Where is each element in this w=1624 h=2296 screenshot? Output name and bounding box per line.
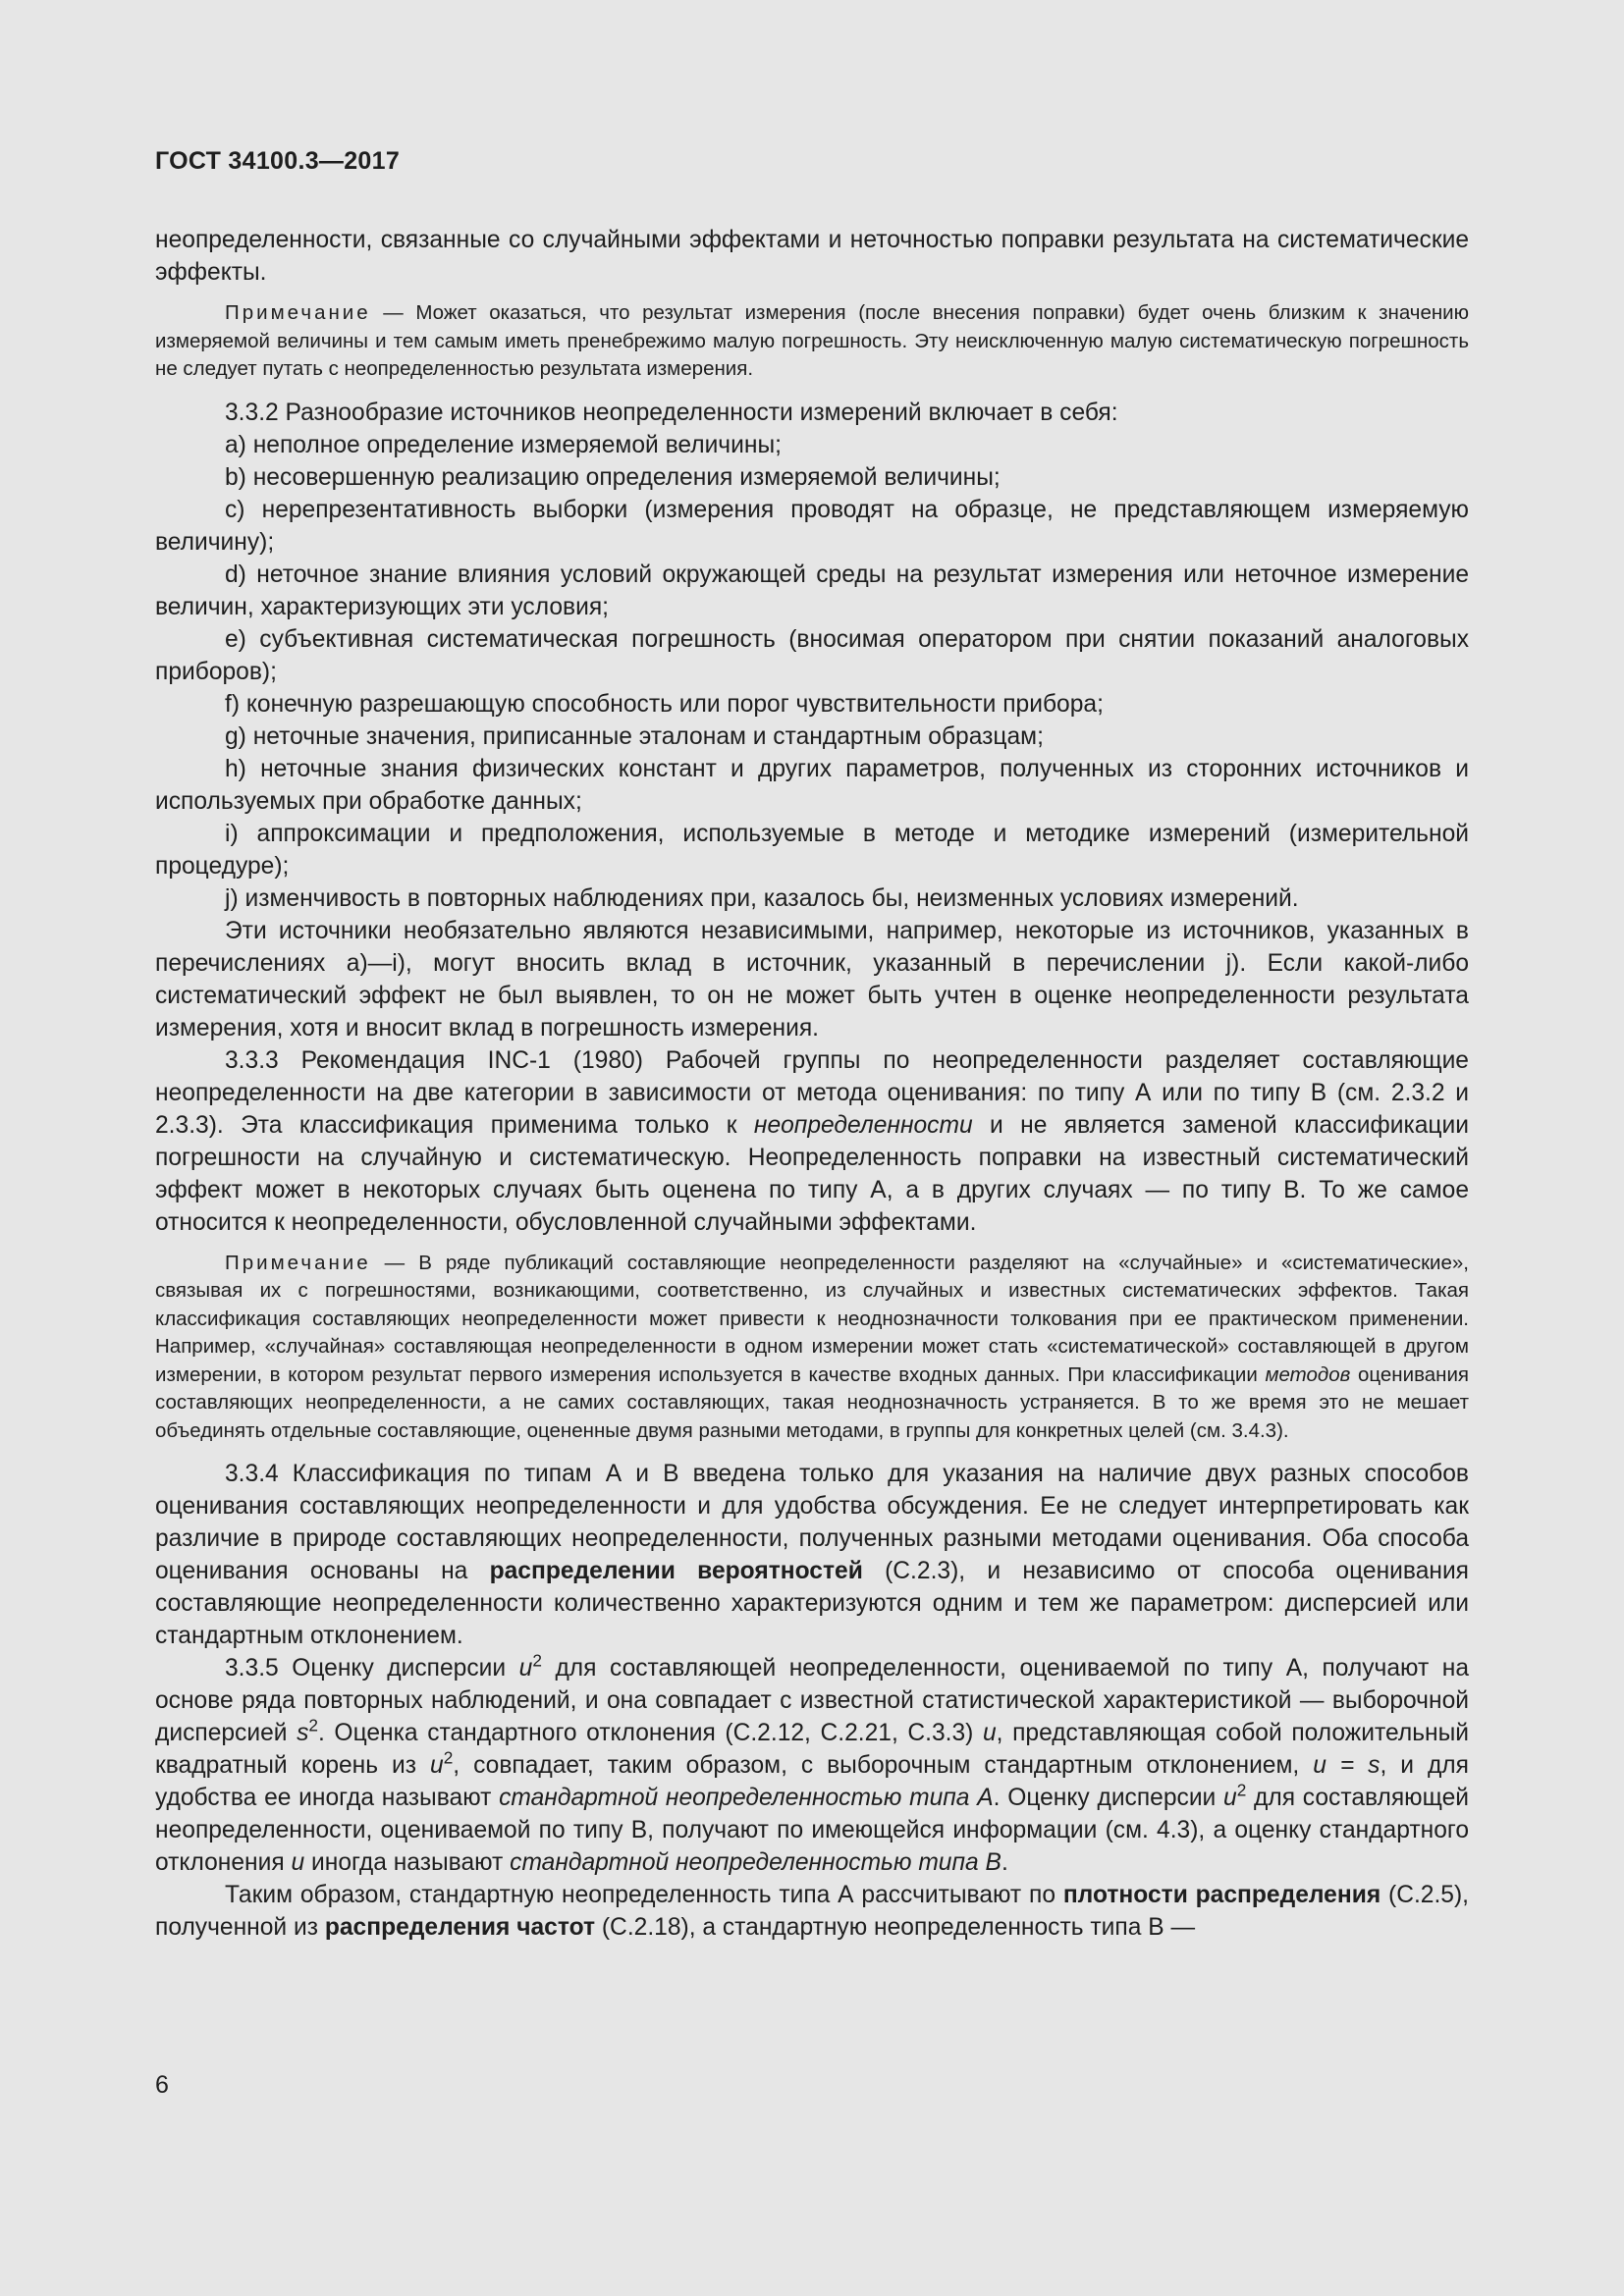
emphasis: неопределенности (753, 1111, 973, 1139)
document-header: ГОСТ 34100.3—2017 (155, 147, 401, 175)
paragraph-continuation: неопределенности, связанные со случайными эффектами и неточностью поправки результата на систематические эффекты. (155, 227, 1469, 286)
note-label: Примечание (225, 1251, 371, 1274)
emphasis: методов (1265, 1362, 1351, 1386)
note-1 (155, 299, 1469, 384)
term-bold: распределения частот (324, 1914, 596, 1941)
list-item-h: h) неточные знания физических констант и других параметров, полученных из сторонних источников и используемых при обработке данных; (155, 755, 1469, 815)
section-3-3-2-intro: 3.3.2 Разнообразие источников неопределенности измерений включает в себя: (225, 399, 1118, 426)
note-label: Примечание (225, 301, 371, 324)
list-item-a: a) неполное определение измеряемой величины; (225, 431, 782, 458)
list-item-c: c) нерепрезентативность выборки (измерения проводят на образце, не представляющем измеряемую величину); (155, 496, 1469, 556)
paragraph-conclusion: Таким образом, стандартную неопределенность типа А рассчитывают по плотности распределения (С.2.5), полученной из распределения частот (С.2.18), а стандартную неопределенность типа В — (155, 1882, 1469, 1941)
list-item-j: j) изменчивость в повторных наблюдениях при, казалось бы, неизменных условиях измерений. (225, 884, 1299, 912)
section-3-3-3: 3.3.3 Рекомендация INC-1 (1980) Рабочей группы по неопределенности разделяет составляющие неопределенности на две категории в зависимости от метода оценивания: по типу А или по типу В (см. 2.3.2 и 2.3.3). Эта классификация применима только к неопределенности и не является заменой классификации погрешности на случайную и систематическую. Неопределенность поправки на известный систематический эффект может в некоторых случаях быть оценена по типу А, а в других случаях — по типу В. То же самое относится к неопределенности, обусловленной случайными эффектами. (155, 1046, 1469, 1236)
section-3-3-4: 3.3.4 Классификация по типам А и В введена только для указания на наличие двух разных способов оценивания составляющих неопределенности и для удобства обсуждения. Ее не следует интерпретировать как различие в природе составляющих неопределенности, полученных разными методами оценивания. Оба способа оценивания основаны на распределении вероятностей (С.2.3), и независимо от способа оценивания составляющие неопределенности количественно характеризуются одним и тем же параметром: дисперсией или стандартным отклонением. (155, 1461, 1470, 1649)
list-item-d: d) неточное знание влияния условий окружающей среды на результат измерения или неточное измерение величин, характеризующих эти условия; (155, 561, 1469, 620)
list-item-b: b) несовершенную реализацию определения измеряемой величины; (225, 463, 1001, 491)
note-text: — Может оказаться, что результат измерения (после внесения поправки) будет очень близким к значению измеряемой величины и тем самым иметь пренебрежимо малую погрешность. Эту неисключенную малую систематическую погрешность не следует путать с неопределенностью результата измерения. (155, 301, 1469, 380)
section-3-3-2 (155, 397, 1469, 1044)
list-item-i: i) аппроксимации и предположения, используемые в методе и методике измерений (измерительной процедуре); (155, 820, 1469, 880)
emphasis: стандартной неопределенностью типа В (510, 1849, 1001, 1876)
list-item-f: f) конечную разрешающую способность или порог чувствительности прибора; (225, 690, 1104, 718)
section-3-3-2-closing: Эти источники необязательно являются независимыми, например, некоторые из источников, указанных в перечислениях a)—i), могут вносить вклад в источник, указанный в перечислении j). Если какой-либо систематический эффект не был выявлен, то он не может быть учтен в оценке неопределенности результата измерения, хотя и вносит вклад в погрешность измерения. (155, 917, 1469, 1041)
page-number: 6 (155, 2071, 169, 2099)
list-item-e: e) субъективная систематическая погрешность (вносимая оператором при снятии показаний аналоговых приборов); (155, 625, 1469, 685)
section-3-3-5: 3.3.5 Оценку дисперсии $u^2$ для составляющей неопределенности, оцениваемой по типу А, получают на основе ряда повторных наблюдений, и она совпадает с известной статистической характеристикой — выборочной дисперсией $s^2$. Оценка стандартного отклонения (С.2.12, С.2.21, С.3.3) u, представляющая собой положительный квадратный корень из $u^2$, совпадает, таким образом, с выборочным стандартным отклонением, u = s, и для удобства ее иногда называют стандартной неопределенностью типа А. Оценку дисперсии $u^2$ для составляющей неопределенности, оцениваемой по типу В, получают по имеющейся информации (см. 4.3), а оценку стандартного отклонения u иногда называют стандартной неопределенностью типа В. (155, 1650, 1470, 1876)
body-text (155, 224, 1469, 1944)
term-bold: распределении вероятностей (489, 1558, 863, 1584)
list-item-g: g) неточные значения, приписанные эталонам и стандартным образцам; (225, 722, 1044, 750)
term-bold: плотности распределения (1062, 1882, 1381, 1908)
note-2: Примечание — В ряде публикаций составляющие неопределенности разделяют на «случайные» и «систематические», связывая их с погрешностями, возникающими, соответственно, из случайных и известных систематических эффектов. Такая классификация составляющих неопределенности может привести к неоднозначности толкования при ее практическом применении. Например, «случайная» составляющая неопределенности в одном измерении может стать «систематической» составляющей в другом измерении, в котором результат первого измерения используется в качестве входных данных. При классификации методов оценивания составляющих неопределенности, а не самих составляющих, такая неоднозначность устраняется. В то же время это не мешает объединять отдельные составляющие, оцененные двумя разными методами, в группы для конкретных целей (см. 3.4.3). (155, 1251, 1469, 1442)
emphasis: стандартной неопределенностью типа А (499, 1785, 994, 1811)
